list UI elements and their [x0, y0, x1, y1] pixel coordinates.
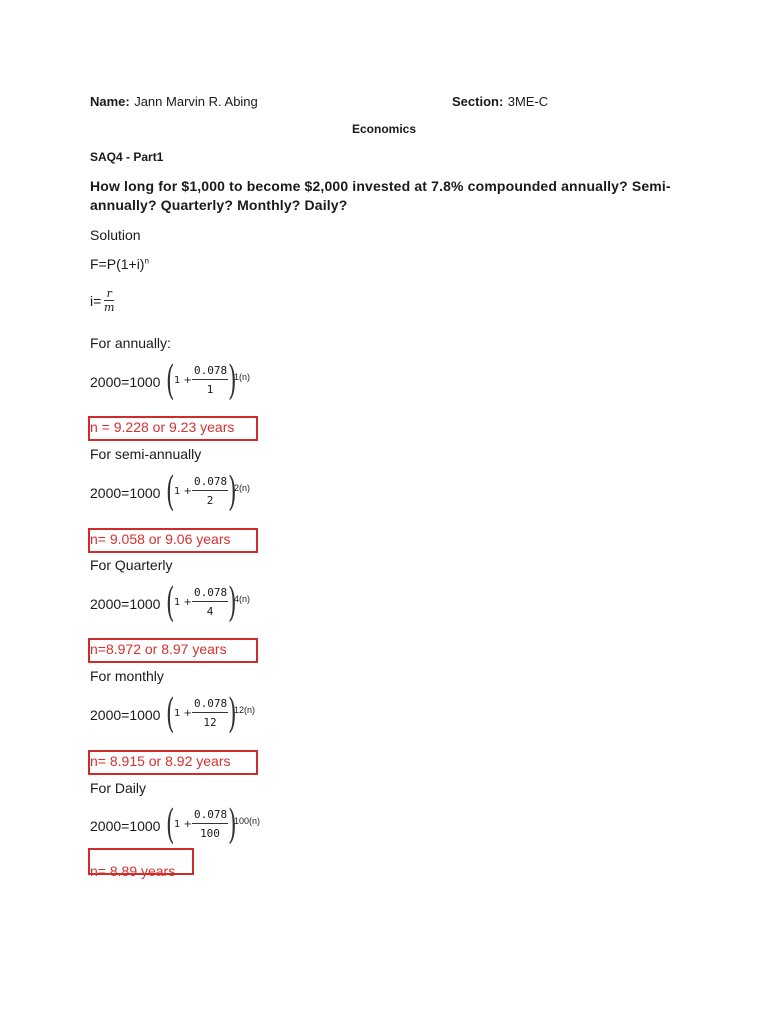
equation-exponent: 1(n) — [234, 372, 251, 382]
equation-one: 1 + — [174, 375, 192, 386]
i-formula-denominator: m — [104, 301, 115, 314]
fraction-denominator: 2 — [206, 494, 214, 507]
right-paren: ) — [228, 580, 237, 626]
name-field — [90, 93, 258, 111]
equation-lhs: 2000=1000 — [90, 374, 161, 390]
right-paren: ) — [228, 691, 237, 737]
right-paren: ) — [228, 802, 237, 848]
section-label: Section: — [452, 94, 504, 109]
case-heading: For Quarterly — [90, 557, 173, 573]
formula-exponent: n — [144, 256, 149, 266]
name-label: Name: — [90, 94, 130, 109]
fraction-denominator: 4 — [206, 605, 214, 618]
section-value: 3ME-C — [507, 94, 549, 109]
i-formula-lhs: i= — [90, 293, 102, 309]
equation-fraction — [192, 808, 228, 840]
equation-exponent: 12(n) — [234, 705, 256, 715]
i-formula-numerator: r — [104, 287, 114, 301]
answer-text: n = 9.228 or 9.23 years — [90, 419, 235, 435]
answer-box — [88, 750, 258, 775]
case-heading: For Daily — [90, 780, 147, 796]
answer-box — [88, 638, 258, 663]
equation-exponent: 100(n) — [234, 816, 261, 826]
answer-text: n=8.972 or 8.97 years — [90, 641, 227, 657]
equation-lhs: 2000=1000 — [90, 707, 161, 723]
equation-lhs: 2000=1000 — [90, 818, 161, 834]
case-heading: For annually: — [90, 335, 171, 351]
formula-base: F=P(1+i) — [90, 256, 145, 272]
case-equation — [90, 358, 290, 405]
case-equation — [90, 469, 290, 516]
fraction-denominator: 100 — [200, 827, 220, 840]
fraction-denominator: 1 — [206, 383, 214, 396]
right-paren: ) — [228, 469, 237, 515]
equation-exponent: 4(n) — [234, 594, 251, 604]
saq-title: SAQ4 - Part1 — [90, 150, 164, 164]
equation-fraction — [192, 364, 228, 396]
name-value: Jann Marvin R. Abing — [134, 94, 258, 109]
answer-box — [88, 848, 194, 879]
fraction-numerator: 0.078 — [192, 586, 228, 602]
answer-text: n= 8.915 or 8.92 years — [90, 753, 231, 769]
question-text: How long for $1,000 to become $2,000 invested at 7.8% compounded annually? Semi-annually? Quarterly? Monthly? Daily? — [90, 178, 671, 213]
case-heading: For semi-annually — [90, 446, 202, 462]
fraction-denominator: 12 — [203, 716, 217, 729]
left-paren: ( — [166, 469, 175, 515]
case-equation — [90, 580, 290, 627]
left-paren: ( — [166, 358, 175, 404]
equation-one: 1 + — [174, 708, 192, 719]
case-equation — [90, 691, 290, 738]
solution-label: Solution — [90, 227, 141, 243]
right-paren: ) — [228, 358, 237, 404]
equation-fraction — [192, 697, 228, 729]
fraction-numerator: 0.078 — [192, 475, 228, 491]
equation-fraction — [192, 586, 228, 618]
fraction-numerator: 0.078 — [192, 808, 228, 824]
equation-exponent: 2(n) — [234, 483, 251, 493]
equation-lhs: 2000=1000 — [90, 596, 161, 612]
equation-one: 1 + — [174, 597, 192, 608]
answer-box — [88, 528, 258, 553]
left-paren: ( — [166, 802, 175, 848]
equation-one: 1 + — [174, 486, 192, 497]
left-paren: ( — [166, 580, 175, 626]
answer-text: n= 9.058 or 9.06 years — [90, 531, 231, 547]
case-equation — [90, 802, 310, 849]
compound-formula — [90, 256, 149, 272]
answer-text: n= 8.89 years — [90, 863, 176, 879]
case-heading: For monthly — [90, 668, 164, 684]
fraction-numerator: 0.078 — [192, 364, 228, 380]
section-field — [452, 93, 548, 111]
i-formula-fraction — [104, 287, 114, 314]
equation-fraction — [192, 475, 228, 507]
subject-title: Economics — [351, 122, 417, 136]
left-paren: ( — [166, 691, 175, 737]
equation-lhs: 2000=1000 — [90, 485, 161, 501]
answer-box — [88, 416, 258, 441]
fraction-numerator: 0.078 — [192, 697, 228, 713]
equation-one: 1 + — [174, 819, 192, 830]
